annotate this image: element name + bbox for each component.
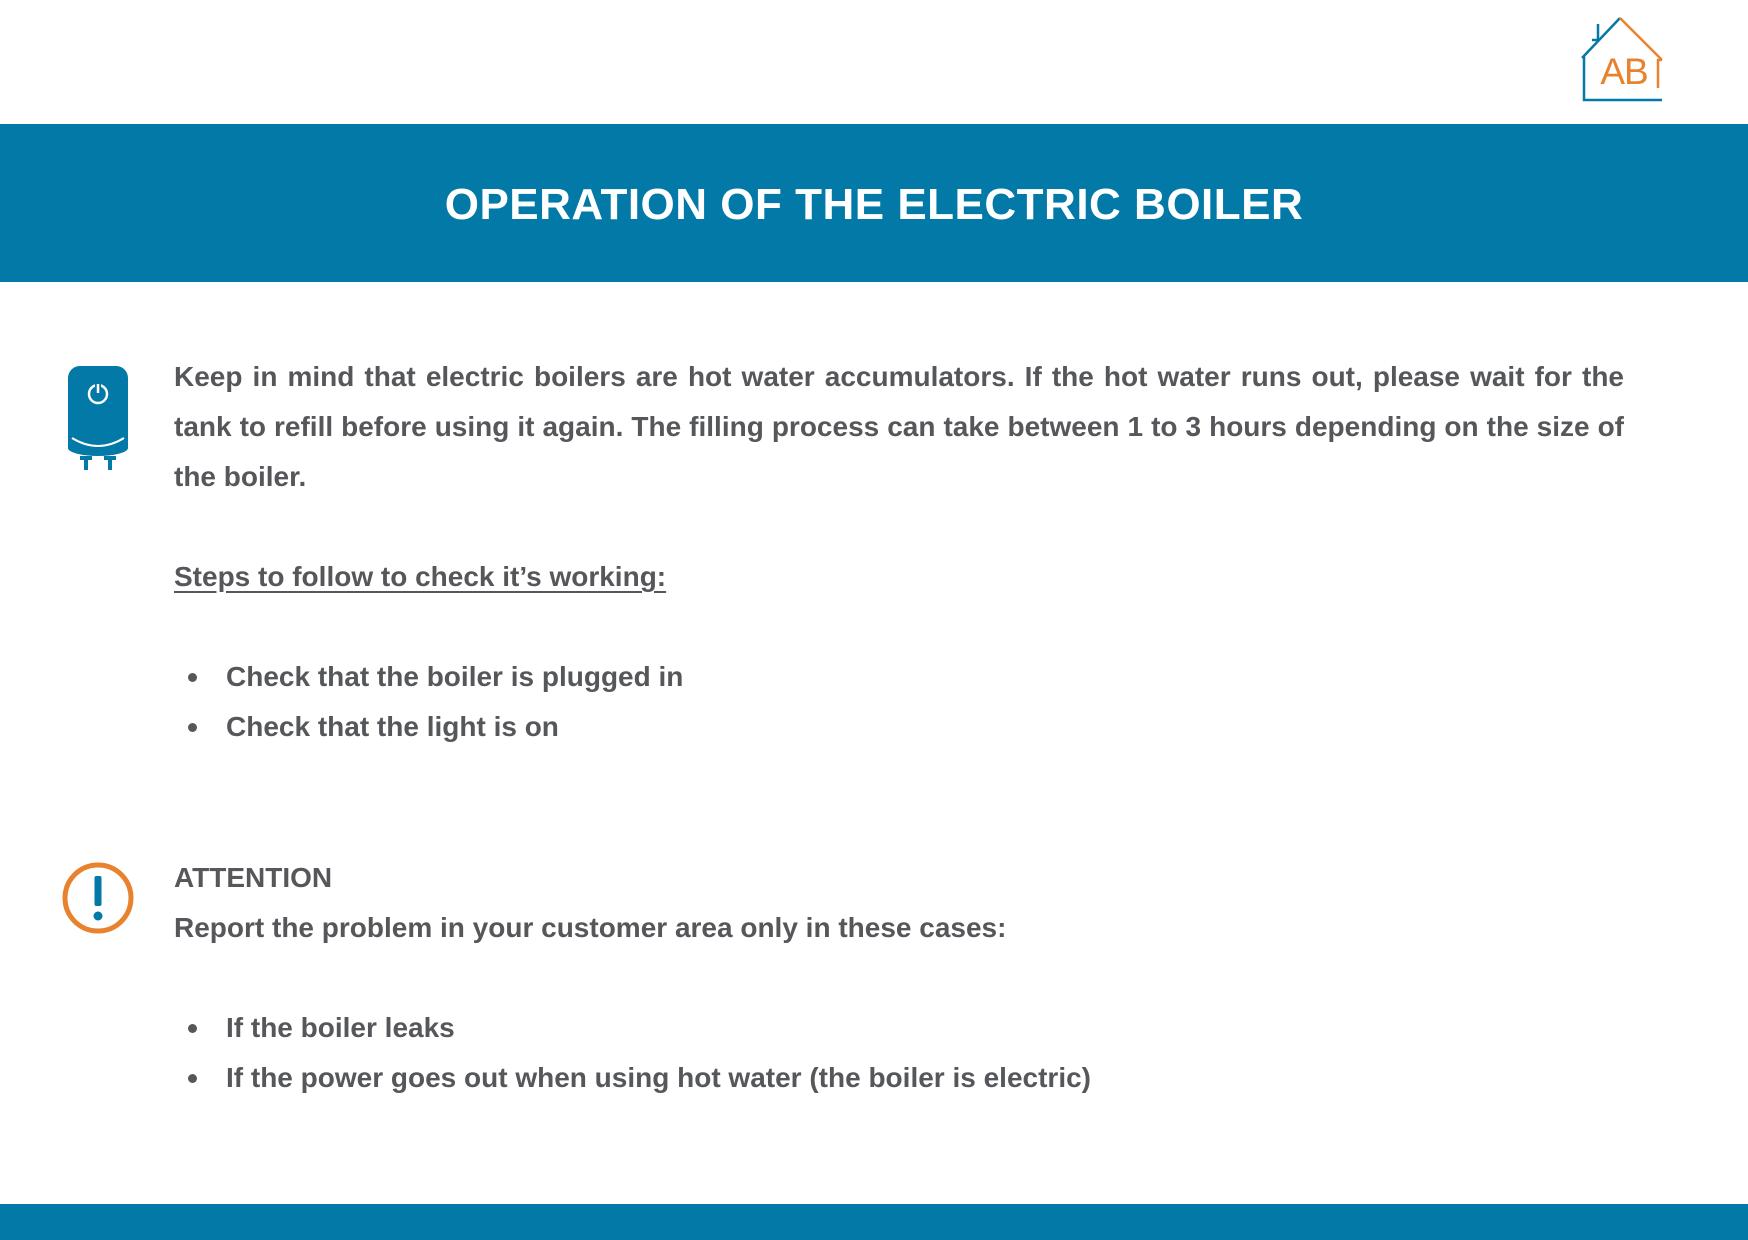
attention-text: Report the problem in your customer area only in these cases: <box>174 912 1007 943</box>
steps-list <box>174 652 683 752</box>
logo-text: AB <box>1600 51 1648 92</box>
footer-bar <box>0 1204 1748 1240</box>
attention-title: ATTENTION <box>174 862 333 893</box>
header-banner <box>0 124 1748 282</box>
list-item: If the boiler leaks <box>174 1003 1091 1053</box>
list-item: If the power goes out when using hot water (the boiler is electric) <box>174 1053 1091 1103</box>
page-title: OPERATION OF THE ELECTRIC BOILER <box>444 180 1304 229</box>
steps-title: Steps to follow to check it’s working: <box>174 561 667 592</box>
list-item: Check that the boiler is plugged in <box>174 652 683 702</box>
list-item: Check that the light is on <box>174 702 683 752</box>
water-heater-icon <box>66 364 132 472</box>
cases-list <box>174 1003 1091 1103</box>
intro-paragraph: Keep in mind that electric boilers are hot water accumulators. If the hot water runs out, please wait for the tank to refill before using it again. The filling process can take between 1 to 3 hours depending on the size of the boiler. <box>174 361 1624 492</box>
warning-icon <box>60 860 136 936</box>
